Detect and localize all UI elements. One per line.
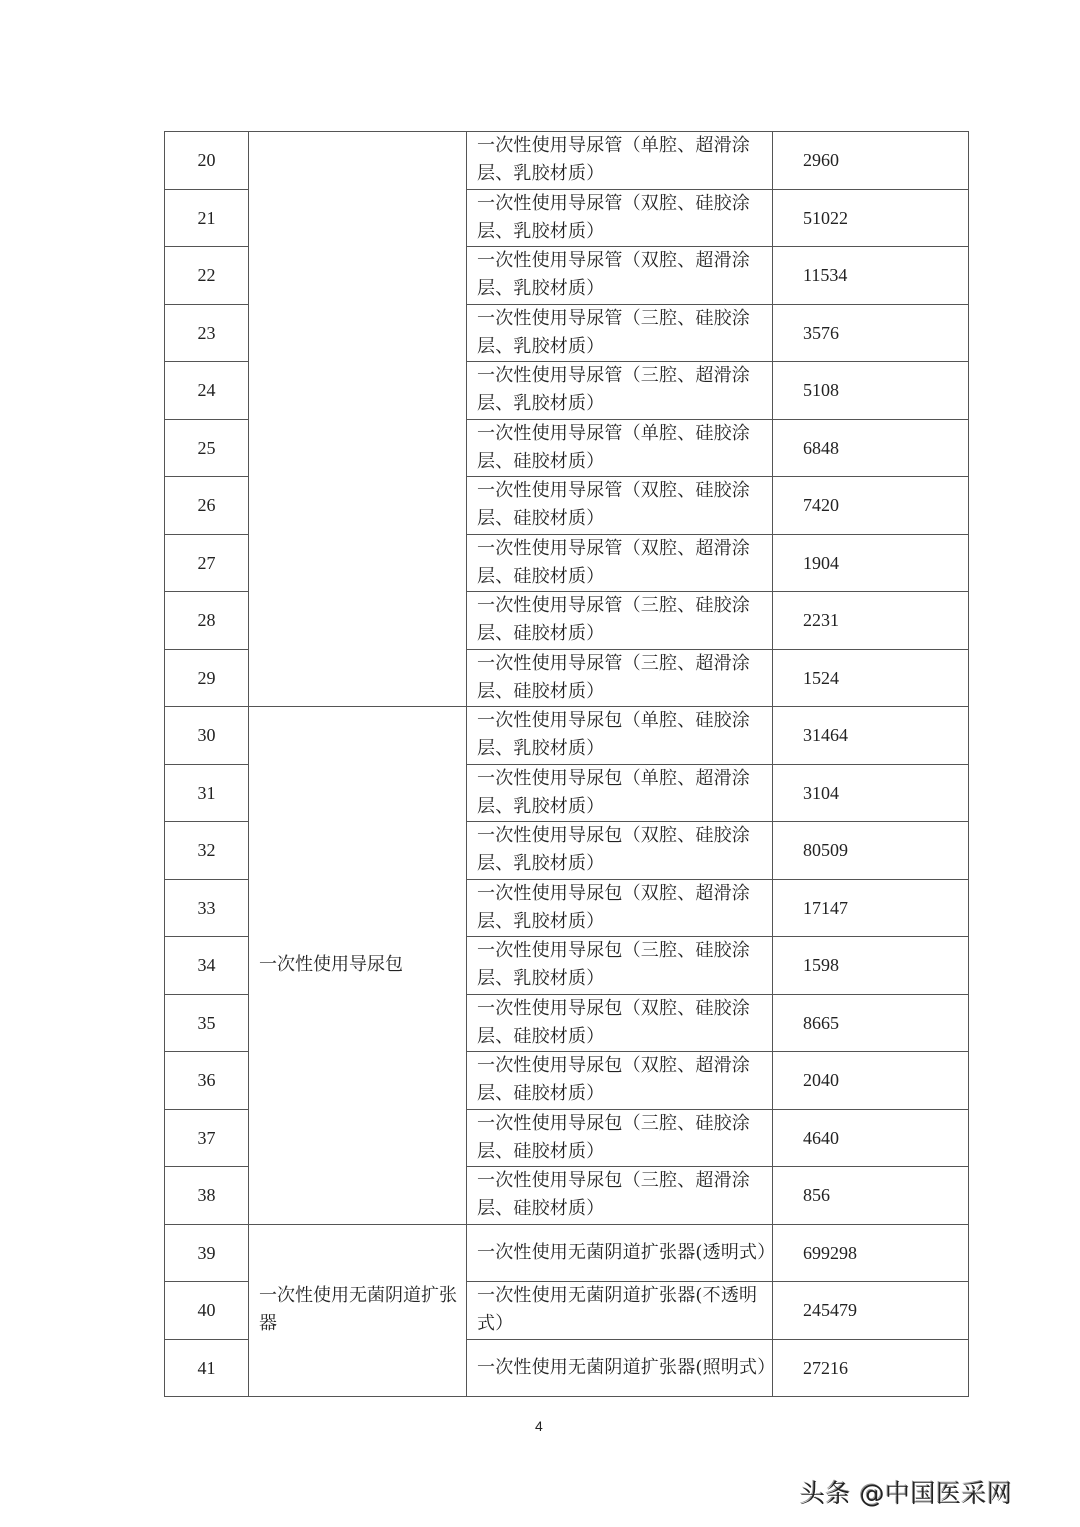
row-number: 27 [165, 534, 249, 592]
quantity: 2960 [773, 132, 969, 190]
page-number: 4 [535, 1418, 543, 1434]
quantity: 3104 [773, 764, 969, 822]
row-number: 38 [165, 1167, 249, 1225]
quantity: 6848 [773, 419, 969, 477]
quantity: 31464 [773, 707, 969, 765]
product-name: 一次性使用导尿管（双腔、硅胶涂层、乳胶材质） [467, 189, 773, 247]
procurement-table [164, 131, 969, 1397]
product-name: 一次性使用导尿管（单腔、硅胶涂层、硅胶材质） [467, 419, 773, 477]
product-name: 一次性使用导尿管（双腔、超滑涂层、乳胶材质） [467, 247, 773, 305]
quantity: 1524 [773, 649, 969, 707]
row-number: 21 [165, 189, 249, 247]
quantity: 17147 [773, 879, 969, 937]
row-number: 33 [165, 879, 249, 937]
product-name: 一次性使用导尿管（单腔、超滑涂层、乳胶材质） [467, 132, 773, 190]
product-name: 一次性使用导尿管（三腔、硅胶涂层、硅胶材质） [467, 592, 773, 650]
quantity: 27216 [773, 1339, 969, 1397]
quantity: 5108 [773, 362, 969, 420]
product-name: 一次性使用导尿包（三腔、硅胶涂层、硅胶材质） [467, 1109, 773, 1167]
row-number: 20 [165, 132, 249, 190]
product-name: 一次性使用导尿包（单腔、超滑涂层、乳胶材质） [467, 764, 773, 822]
quantity: 1904 [773, 534, 969, 592]
quantity: 1598 [773, 937, 969, 995]
product-name: 一次性使用导尿包（三腔、超滑涂层、硅胶材质） [467, 1167, 773, 1225]
quantity: 856 [773, 1167, 969, 1225]
table-row [165, 1224, 969, 1282]
product-name: 一次性使用导尿包（三腔、硅胶涂层、乳胶材质） [467, 937, 773, 995]
table-row [165, 707, 969, 765]
row-number: 28 [165, 592, 249, 650]
row-number: 31 [165, 764, 249, 822]
row-number: 22 [165, 247, 249, 305]
row-number: 39 [165, 1224, 249, 1282]
product-name: 一次性使用导尿管（三腔、超滑涂层、乳胶材质） [467, 362, 773, 420]
row-number: 23 [165, 304, 249, 362]
product-name: 一次性使用导尿管（三腔、硅胶涂层、乳胶材质） [467, 304, 773, 362]
product-name: 一次性使用导尿包（单腔、硅胶涂层、乳胶材质） [467, 707, 773, 765]
quantity: 8665 [773, 994, 969, 1052]
product-name: 一次性使用无菌阴道扩张器(不透明式） [467, 1282, 773, 1340]
quantity: 4640 [773, 1109, 969, 1167]
row-number: 36 [165, 1052, 249, 1110]
row-number: 24 [165, 362, 249, 420]
product-name: 一次性使用无菌阴道扩张器(照明式） [467, 1339, 773, 1397]
source-watermark: 头条 @中国医采网 [800, 1479, 1013, 1508]
row-number: 41 [165, 1339, 249, 1397]
category-cell [249, 132, 467, 707]
product-name: 一次性使用导尿管（双腔、硅胶涂层、硅胶材质） [467, 477, 773, 535]
table-row [165, 132, 969, 190]
product-name: 一次性使用无菌阴道扩张器(透明式） [467, 1224, 773, 1282]
product-name: 一次性使用导尿管（三腔、超滑涂层、硅胶材质） [467, 649, 773, 707]
product-name: 一次性使用导尿包（双腔、超滑涂层、乳胶材质） [467, 879, 773, 937]
row-number: 29 [165, 649, 249, 707]
category-cell: 一次性使用无菌阴道扩张器 [249, 1224, 467, 1397]
product-name: 一次性使用导尿包（双腔、超滑涂层、硅胶材质） [467, 1052, 773, 1110]
table-body [165, 132, 969, 1397]
quantity: 80509 [773, 822, 969, 880]
quantity: 51022 [773, 189, 969, 247]
quantity: 2040 [773, 1052, 969, 1110]
product-name: 一次性使用导尿包（双腔、硅胶涂层、乳胶材质） [467, 822, 773, 880]
quantity: 11534 [773, 247, 969, 305]
product-name: 一次性使用导尿管（双腔、超滑涂层、硅胶材质） [467, 534, 773, 592]
row-number: 35 [165, 994, 249, 1052]
quantity: 245479 [773, 1282, 969, 1340]
quantity: 3576 [773, 304, 969, 362]
row-number: 32 [165, 822, 249, 880]
row-number: 26 [165, 477, 249, 535]
quantity: 7420 [773, 477, 969, 535]
quantity: 699298 [773, 1224, 969, 1282]
quantity: 2231 [773, 592, 969, 650]
row-number: 37 [165, 1109, 249, 1167]
row-number: 30 [165, 707, 249, 765]
row-number: 25 [165, 419, 249, 477]
row-number: 40 [165, 1282, 249, 1340]
category-cell: 一次性使用导尿包 [249, 707, 467, 1225]
row-number: 34 [165, 937, 249, 995]
product-name: 一次性使用导尿包（双腔、硅胶涂层、硅胶材质） [467, 994, 773, 1052]
